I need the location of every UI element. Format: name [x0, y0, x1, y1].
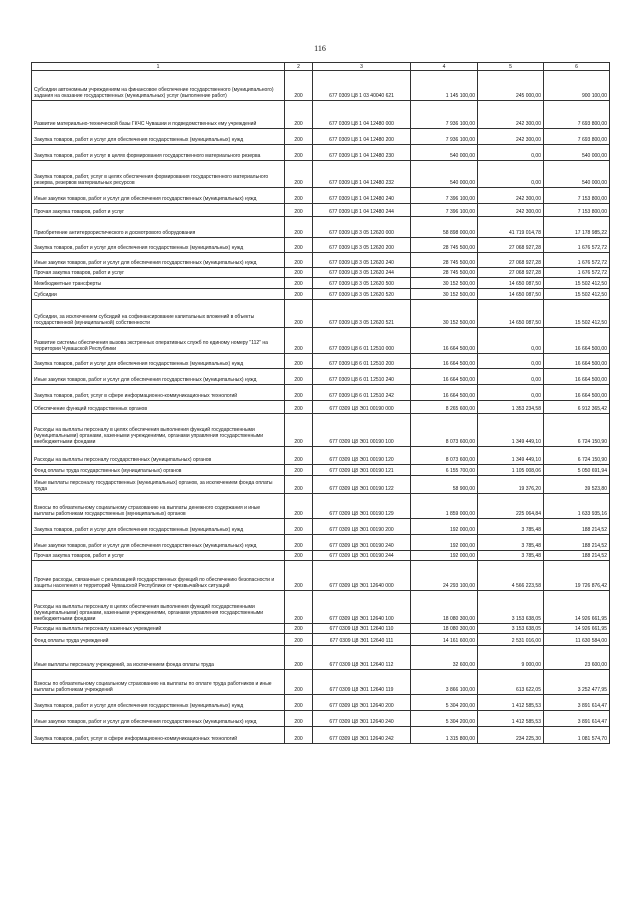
row-approved-amount: 30 152 500,00 [411, 278, 478, 289]
row-budget-code: 677 0309 Ц8 6 01 12510 240 [313, 369, 411, 385]
row-approved-amount: 540 000,00 [411, 161, 478, 188]
row-unexecuted-amount: 6 724 150,90 [544, 447, 610, 465]
table-row [32, 447, 610, 465]
row-unexecuted-amount: 39 523,80 [544, 476, 610, 494]
header-row [32, 63, 610, 71]
row-unexecuted-amount: 23 600,00 [544, 646, 610, 670]
row-name: Субсидии, за исключением субсидий на софинансирование капитальных вложений в объекты государственной (муниципальной) собственности [32, 300, 285, 328]
table-row [32, 591, 610, 624]
row-name: Иные закупки товаров, работ и услуг для обеспечения государственных (муниципальных) нужд [32, 253, 285, 268]
row-unexecuted-amount: 7 693 800,00 [544, 129, 610, 145]
row-approved-amount: 3 866 100,00 [411, 670, 478, 695]
row-unexecuted-amount: 188 214,52 [544, 551, 610, 561]
row-line-code: 200 [285, 385, 313, 401]
row-line-code: 200 [285, 217, 313, 238]
row-name: Закупка товаров, работ и услуг для обеспечения государственных (муниципальных) нужд [32, 129, 285, 145]
row-unexecuted-amount: 11 630 584,00 [544, 634, 610, 646]
table-row [32, 401, 610, 414]
row-approved-amount: 8 265 600,00 [411, 401, 478, 414]
row-name: Прочая закупка товаров, работ и услуг [32, 204, 285, 217]
table-row [32, 289, 610, 300]
row-budget-code: 677 0309 Ц8 Э01 00190 121 [313, 465, 411, 476]
row-executed-amount: 242 300,00 [478, 101, 544, 129]
row-name: Закупка товаров, работ, услуг в целях обеспечения формирования государственного материального резерва, резервов материальных ресурсов [32, 161, 285, 188]
row-approved-amount: 32 600,00 [411, 646, 478, 670]
table-row [32, 354, 610, 369]
row-line-code: 200 [285, 465, 313, 476]
row-executed-amount: 234 225,30 [478, 727, 544, 744]
row-unexecuted-amount: 188 214,52 [544, 519, 610, 535]
row-executed-amount: 1 349 449,10 [478, 414, 544, 447]
row-approved-amount: 7 936 100,00 [411, 129, 478, 145]
row-budget-code: 677 0309 Ц8 Э01 00190 240 [313, 535, 411, 551]
row-unexecuted-amount: 7 693 800,00 [544, 101, 610, 129]
row-line-code: 200 [285, 519, 313, 535]
column-header: 3 [313, 63, 411, 71]
row-budget-code: 677 0309 Ц8 Э01 00190 200 [313, 519, 411, 535]
row-line-code: 200 [285, 695, 313, 711]
row-line-code: 200 [285, 101, 313, 129]
row-line-code: 200 [285, 591, 313, 624]
table-row [32, 551, 610, 561]
table-row [32, 268, 610, 278]
row-budget-code: 677 0309 Ц8 Э01 00190 129 [313, 494, 411, 519]
table-row [32, 519, 610, 535]
table-row [32, 161, 610, 188]
row-unexecuted-amount: 15 502 412,50 [544, 278, 610, 289]
row-unexecuted-amount: 188 214,52 [544, 535, 610, 551]
row-unexecuted-amount: 16 664 500,00 [544, 385, 610, 401]
row-name: Развитие системы обеспечения вызова экстренных оперативных служб по единому номеру "112" на территории Чувашской Республики [32, 328, 285, 354]
row-name: Закупка товаров, работ и услуг для обеспечения государственных (муниципальных) нужд [32, 354, 285, 369]
row-approved-amount: 7 396 100,00 [411, 204, 478, 217]
row-approved-amount: 16 664 500,00 [411, 328, 478, 354]
row-budget-code: 677 0309 Ц8 Э01 12640 111 [313, 634, 411, 646]
row-budget-code: 677 0309 Ц8 1 04 12480 232 [313, 161, 411, 188]
row-unexecuted-amount: 540 000,00 [544, 161, 610, 188]
table-row [32, 494, 610, 519]
row-line-code: 200 [285, 535, 313, 551]
row-unexecuted-amount: 3 252 477,95 [544, 670, 610, 695]
table-row [32, 188, 610, 204]
row-approved-amount: 192 000,00 [411, 519, 478, 535]
column-header: 1 [32, 63, 285, 71]
column-header: 2 [285, 63, 313, 71]
row-executed-amount: 27 068 927,28 [478, 238, 544, 253]
table-row [32, 300, 610, 328]
row-line-code: 200 [285, 161, 313, 188]
row-executed-amount: 1 353 234,58 [478, 401, 544, 414]
column-header: 5 [478, 63, 544, 71]
row-approved-amount: 7 936 100,00 [411, 101, 478, 129]
row-line-code: 200 [285, 727, 313, 744]
page-number: 116 [314, 44, 326, 53]
row-line-code: 200 [285, 369, 313, 385]
row-name: Расходы на выплаты персоналу в целях обеспечения выполнения функций государственными (муниципальными) органами, казенными учреждениями, органами управления государственными внебюджетными фондами [32, 591, 285, 624]
row-budget-code: 677 0309 Ц8 3 05 12620 500 [313, 278, 411, 289]
row-executed-amount: 0,00 [478, 354, 544, 369]
row-unexecuted-amount: 14 926 661,95 [544, 624, 610, 634]
row-line-code: 200 [285, 129, 313, 145]
row-executed-amount: 19 376,20 [478, 476, 544, 494]
row-budget-code: 677 0309 Ц8 Э01 12640 242 [313, 727, 411, 744]
row-unexecuted-amount: 16 664 500,00 [544, 354, 610, 369]
table-row [32, 217, 610, 238]
table-row [32, 204, 610, 217]
row-unexecuted-amount: 15 502 412,50 [544, 300, 610, 328]
table-row [32, 385, 610, 401]
table-row [32, 646, 610, 670]
row-unexecuted-amount: 19 726 876,42 [544, 561, 610, 591]
row-name: Развитие материально-технической базы ГКЧС Чувашии и подведомственных ему учреждений [32, 101, 285, 129]
row-name: Прочая закупка товаров, работ и услуг [32, 551, 285, 561]
row-approved-amount: 1 859 000,00 [411, 494, 478, 519]
row-name: Фонд оплаты труда государственных (муниципальных) органов [32, 465, 285, 476]
row-executed-amount: 3 785,48 [478, 551, 544, 561]
row-approved-amount: 30 152 500,00 [411, 289, 478, 300]
table-row [32, 535, 610, 551]
row-unexecuted-amount: 1 081 574,70 [544, 727, 610, 744]
row-approved-amount: 192 000,00 [411, 551, 478, 561]
row-unexecuted-amount: 1 676 572,72 [544, 268, 610, 278]
row-name: Закупка товаров, работ, услуг в сфере информационно-коммуникационных технологий [32, 385, 285, 401]
table-row [32, 476, 610, 494]
row-approved-amount: 28 745 500,00 [411, 268, 478, 278]
table-row [32, 328, 610, 354]
column-header: 4 [411, 63, 478, 71]
row-approved-amount: 540 000,00 [411, 145, 478, 161]
row-budget-code: 677 0309 Ц8 1 04 12480 240 [313, 188, 411, 204]
row-line-code: 200 [285, 711, 313, 727]
row-unexecuted-amount: 900 100,00 [544, 71, 610, 101]
row-name: Обеспечение функций государственных органов [32, 401, 285, 414]
row-budget-code: 677 0309 Ц8 1 03 40040 621 [313, 71, 411, 101]
row-executed-amount: 9 000,00 [478, 646, 544, 670]
table-row [32, 101, 610, 129]
row-budget-code: 677 0309 Ц8 6 01 12510 000 [313, 328, 411, 354]
row-budget-code: 677 0309 Ц8 3 05 12620 244 [313, 268, 411, 278]
table-row [32, 561, 610, 591]
row-budget-code: 677 0309 Ц8 Э01 12640 112 [313, 646, 411, 670]
row-approved-amount: 28 745 500,00 [411, 238, 478, 253]
table-row [32, 369, 610, 385]
row-budget-code: 677 0309 Ц8 3 05 12620 200 [313, 238, 411, 253]
row-approved-amount: 18 080 300,00 [411, 591, 478, 624]
row-line-code: 200 [285, 476, 313, 494]
row-line-code: 200 [285, 561, 313, 591]
row-name: Прочие расходы, связанные с реализацией государственных функций по обеспечению безопасности и защиты населения и территорий Чувашской Республики от чрезвычайных ситуаций [32, 561, 285, 591]
row-budget-code: 677 0309 Ц8 3 05 12620 000 [313, 217, 411, 238]
row-executed-amount: 14 650 087,50 [478, 278, 544, 289]
row-unexecuted-amount: 540 000,00 [544, 145, 610, 161]
row-unexecuted-amount: 17 178 985,22 [544, 217, 610, 238]
table-body [32, 71, 610, 744]
row-executed-amount: 0,00 [478, 385, 544, 401]
row-executed-amount: 242 300,00 [478, 129, 544, 145]
row-executed-amount: 0,00 [478, 161, 544, 188]
row-unexecuted-amount: 6 912 365,42 [544, 401, 610, 414]
table-row [32, 253, 610, 268]
row-executed-amount: 4 566 223,58 [478, 561, 544, 591]
row-budget-code: 677 0309 Ц8 3 05 12620 240 [313, 253, 411, 268]
table-row [32, 238, 610, 253]
row-executed-amount: 3 153 638,05 [478, 624, 544, 634]
row-unexecuted-amount: 14 926 661,95 [544, 591, 610, 624]
row-line-code: 200 [285, 145, 313, 161]
row-budget-code: 677 0309 Ц8 1 04 12480 230 [313, 145, 411, 161]
row-executed-amount: 27 068 927,28 [478, 253, 544, 268]
table-row [32, 670, 610, 695]
row-executed-amount: 0,00 [478, 369, 544, 385]
row-name: Закупка товаров, работ и услуг для обеспечения государственных (муниципальных) нужд [32, 519, 285, 535]
budget-table [31, 62, 610, 744]
table-row [32, 129, 610, 145]
row-line-code: 200 [285, 71, 313, 101]
row-name: Взносы по обязательному социальному страхованию на выплаты денежного содержания и иные выплаты работникам государственных (муниципальных) органов [32, 494, 285, 519]
table-row [32, 624, 610, 634]
row-name: Иные выплаты персоналу государственных (муниципальных) органов, за исключением фонда оплаты труда [32, 476, 285, 494]
row-budget-code: 677 0309 Ц8 Э01 12640 119 [313, 670, 411, 695]
row-name: Приобретение антитеррористического и досмотрового оборудования [32, 217, 285, 238]
row-name: Иные закупки товаров, работ и услуг для обеспечения государственных (муниципальных) нужд [32, 188, 285, 204]
row-executed-amount: 0,00 [478, 145, 544, 161]
row-line-code: 200 [285, 188, 313, 204]
row-name: Закупка товаров, работ и услуг для обеспечения государственных (муниципальных) нужд [32, 695, 285, 711]
table-row [32, 414, 610, 447]
table-row [32, 145, 610, 161]
row-approved-amount: 8 073 600,00 [411, 447, 478, 465]
row-name: Закупка товаров, работ, услуг в сфере информационно-коммуникационных технологий [32, 727, 285, 744]
row-executed-amount: 1 349 449,10 [478, 447, 544, 465]
row-line-code: 200 [285, 354, 313, 369]
row-executed-amount: 225 064,84 [478, 494, 544, 519]
row-approved-amount: 5 304 200,00 [411, 695, 478, 711]
row-name: Субсидии автономным учреждениям на финансовое обеспечение государственного (муниципального) задания на оказание государственных (муниципальных) услуг (выполнение работ) [32, 71, 285, 101]
table-row [32, 465, 610, 476]
row-approved-amount: 16 664 500,00 [411, 369, 478, 385]
row-unexecuted-amount: 7 153 800,00 [544, 204, 610, 217]
row-approved-amount: 192 000,00 [411, 535, 478, 551]
row-budget-code: 677 0309 Ц8 Э01 00190 122 [313, 476, 411, 494]
row-name: Фонд оплаты труда учреждений [32, 634, 285, 646]
row-budget-code: 677 0309 Ц8 Э01 12640 200 [313, 695, 411, 711]
row-line-code: 200 [285, 401, 313, 414]
row-approved-amount: 5 304 200,00 [411, 711, 478, 727]
row-budget-code: 677 0309 Ц8 Э01 00190 100 [313, 414, 411, 447]
row-approved-amount: 58 898 000,00 [411, 217, 478, 238]
row-budget-code: 677 0309 Ц8 1 04 12480 000 [313, 101, 411, 129]
row-budget-code: 677 0309 Ц8 6 01 12510 242 [313, 385, 411, 401]
row-name: Расходы на выплаты персоналу в целях обеспечения выполнения функций государственными (муниципальными) органами, казенными учреждениями, органами управления государственными внебюджетными фондами [32, 414, 285, 447]
table-row [32, 634, 610, 646]
row-approved-amount: 58 900,00 [411, 476, 478, 494]
row-budget-code: 677 0309 Ц8 6 01 12510 200 [313, 354, 411, 369]
row-line-code: 200 [285, 414, 313, 447]
row-name: Расходы на выплаты персоналу государственных (муниципальных) органов [32, 447, 285, 465]
row-line-code: 200 [285, 646, 313, 670]
row-line-code: 200 [285, 670, 313, 695]
row-unexecuted-amount: 1 676 572,72 [544, 253, 610, 268]
row-name: Расходы на выплаты персоналу казенных учреждений [32, 624, 285, 634]
row-executed-amount: 3 785,48 [478, 535, 544, 551]
row-executed-amount: 27 068 927,28 [478, 268, 544, 278]
row-line-code: 200 [285, 204, 313, 217]
row-executed-amount: 14 650 087,50 [478, 300, 544, 328]
table-row [32, 727, 610, 744]
row-unexecuted-amount: 7 153 800,00 [544, 188, 610, 204]
row-budget-code: 677 0309 Ц8 Э01 12640 000 [313, 561, 411, 591]
row-budget-code: 677 0309 Ц8 3 05 12620 521 [313, 300, 411, 328]
row-line-code: 200 [285, 289, 313, 300]
row-executed-amount: 2 531 016,00 [478, 634, 544, 646]
row-approved-amount: 30 152 500,00 [411, 300, 478, 328]
row-line-code: 200 [285, 328, 313, 354]
row-line-code: 200 [285, 624, 313, 634]
row-line-code: 200 [285, 253, 313, 268]
row-name: Субсидии [32, 289, 285, 300]
row-unexecuted-amount: 3 891 614,47 [544, 695, 610, 711]
row-approved-amount: 28 745 500,00 [411, 253, 478, 268]
row-name: Иные закупки товаров, работ и услуг для обеспечения государственных (муниципальных) нужд [32, 535, 285, 551]
row-approved-amount: 18 080 300,00 [411, 624, 478, 634]
row-unexecuted-amount: 3 891 614,47 [544, 711, 610, 727]
table-row [32, 71, 610, 101]
row-approved-amount: 1 315 800,00 [411, 727, 478, 744]
row-budget-code: 677 0309 Ц8 Э01 00190 000 [313, 401, 411, 414]
row-line-code: 200 [285, 278, 313, 289]
row-name: Иные закупки товаров, работ и услуг для обеспечения государственных (муниципальных) нужд [32, 711, 285, 727]
row-executed-amount: 613 622,05 [478, 670, 544, 695]
row-unexecuted-amount: 16 664 500,00 [544, 369, 610, 385]
row-approved-amount: 8 073 600,00 [411, 414, 478, 447]
row-budget-code: 677 0309 Ц8 Э01 00190 120 [313, 447, 411, 465]
table-row [32, 695, 610, 711]
row-unexecuted-amount: 6 724 150,90 [544, 414, 610, 447]
row-line-code: 200 [285, 551, 313, 561]
row-approved-amount: 6 155 700,00 [411, 465, 478, 476]
row-executed-amount: 14 650 087,50 [478, 289, 544, 300]
table-row [32, 711, 610, 727]
row-budget-code: 677 0309 Ц8 Э01 12640 110 [313, 624, 411, 634]
row-budget-code: 677 0309 Ц8 Э01 12640 240 [313, 711, 411, 727]
row-unexecuted-amount: 5 050 691,94 [544, 465, 610, 476]
row-budget-code: 677 0309 Ц8 1 04 12480 200 [313, 129, 411, 145]
row-name: Иные выплаты персоналу учреждений, за исключением фонда оплаты труда [32, 646, 285, 670]
row-name: Закупка товаров, работ и услуг в целях формирования государственного материального резерва [32, 145, 285, 161]
row-unexecuted-amount: 16 664 500,00 [544, 328, 610, 354]
row-approved-amount: 1 145 100,00 [411, 71, 478, 101]
row-unexecuted-amount: 1 633 935,16 [544, 494, 610, 519]
row-line-code: 200 [285, 300, 313, 328]
row-approved-amount: 24 293 100,00 [411, 561, 478, 591]
row-executed-amount: 3 785,48 [478, 519, 544, 535]
row-name: Взносы по обязательному социальному страхованию на выплаты по оплате труда работников и иные выплаты работникам учреждений [32, 670, 285, 695]
row-name: Межбюджетные трансферты [32, 278, 285, 289]
row-executed-amount: 3 153 638,05 [478, 591, 544, 624]
row-line-code: 200 [285, 447, 313, 465]
row-name: Закупка товаров, работ и услуг для обеспечения государственных (муниципальных) нужд [32, 238, 285, 253]
row-executed-amount: 0,00 [478, 328, 544, 354]
row-line-code: 200 [285, 268, 313, 278]
row-line-code: 200 [285, 634, 313, 646]
row-line-code: 200 [285, 238, 313, 253]
row-executed-amount: 242 300,00 [478, 188, 544, 204]
row-executed-amount: 41 719 014,78 [478, 217, 544, 238]
row-budget-code: 677 0309 Ц8 Э01 00190 244 [313, 551, 411, 561]
row-budget-code: 677 0309 Ц8 3 05 12620 520 [313, 289, 411, 300]
row-approved-amount: 7 396 100,00 [411, 188, 478, 204]
row-approved-amount: 16 664 500,00 [411, 385, 478, 401]
row-executed-amount: 1 412 585,53 [478, 695, 544, 711]
row-executed-amount: 1 412 585,53 [478, 711, 544, 727]
row-name: Прочая закупка товаров, работ и услуг [32, 268, 285, 278]
column-header: 6 [544, 63, 610, 71]
row-budget-code: 677 0309 Ц8 1 04 12480 244 [313, 204, 411, 217]
row-unexecuted-amount: 15 502 412,50 [544, 289, 610, 300]
row-name: Иные закупки товаров, работ и услуг для обеспечения государственных (муниципальных) нужд [32, 369, 285, 385]
row-approved-amount: 14 161 600,00 [411, 634, 478, 646]
row-budget-code: 677 0309 Ц8 Э01 12640 100 [313, 591, 411, 624]
row-executed-amount: 245 000,00 [478, 71, 544, 101]
row-executed-amount: 1 105 008,06 [478, 465, 544, 476]
row-executed-amount: 242 300,00 [478, 204, 544, 217]
row-unexecuted-amount: 1 676 572,72 [544, 238, 610, 253]
table-row [32, 278, 610, 289]
row-approved-amount: 16 664 500,00 [411, 354, 478, 369]
row-line-code: 200 [285, 494, 313, 519]
